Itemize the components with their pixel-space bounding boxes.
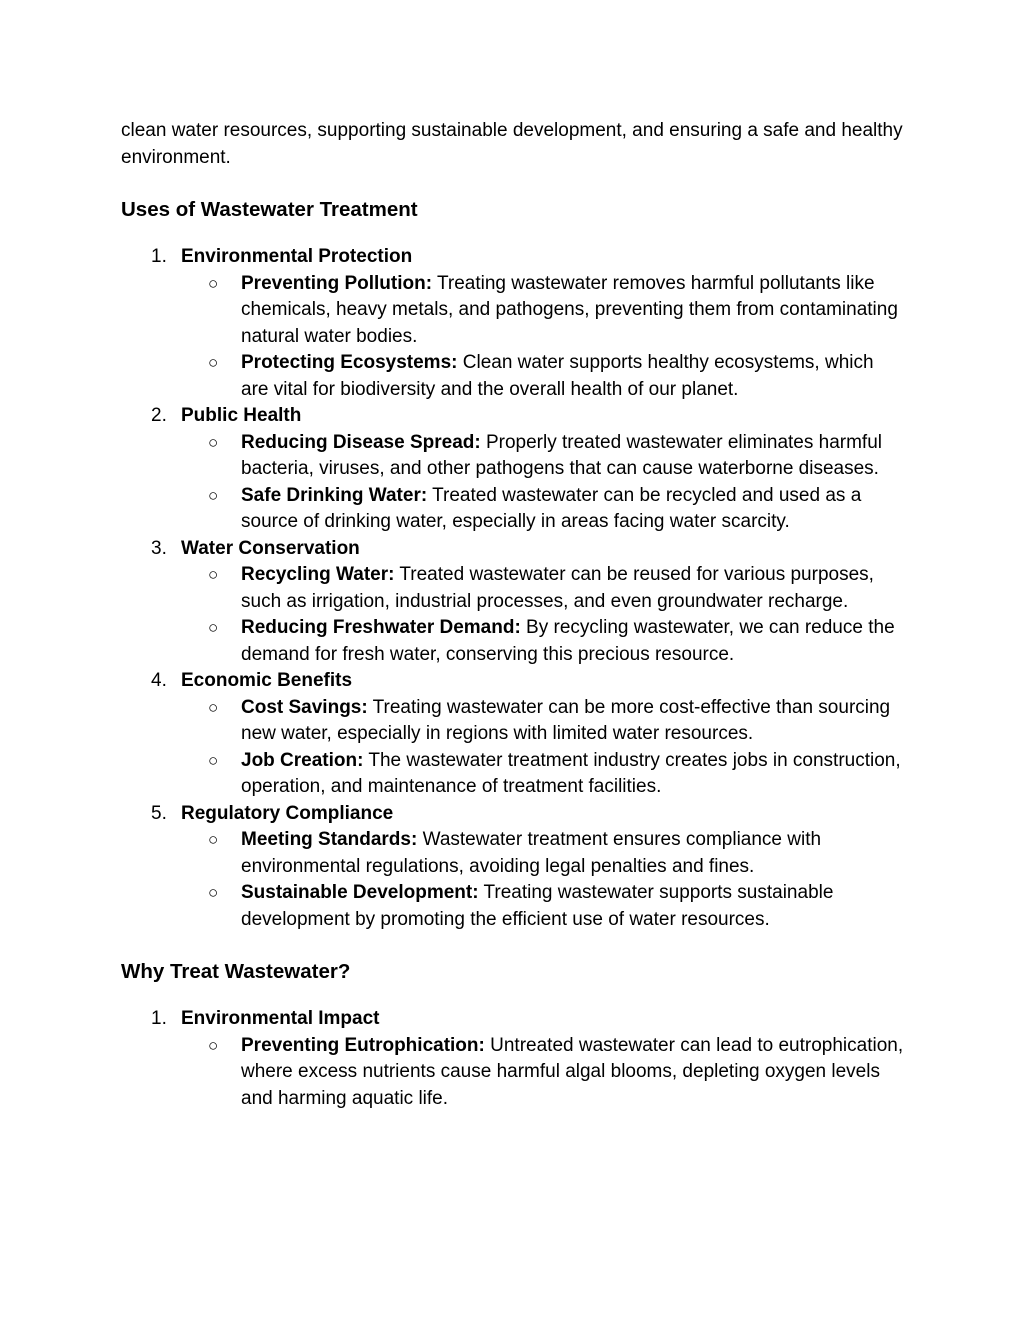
sub-item-text: Properly treated wastewater eliminates harmful bacteria, viruses, and other pathogens that can cause waterborne diseases.: [241, 431, 882, 479]
hollow-circle-bullet-icon: ○: [208, 883, 219, 902]
sub-item-label: Job Creation:: [241, 749, 364, 771]
sub-list-item: [181, 430, 906, 483]
sub-item-label: Cost Savings:: [241, 696, 368, 718]
sub-list: [181, 430, 906, 536]
list-item-number: 3.: [151, 537, 167, 559]
sub-item-label: Meeting Standards:: [241, 829, 418, 850]
list-item: [121, 668, 906, 801]
list-item-number: 1.: [151, 1008, 167, 1029]
sub-list-item: [181, 1033, 906, 1113]
sub-list-item: [181, 827, 906, 880]
list-item-number: 5.: [151, 802, 167, 824]
sub-item-text: Clean water supports healthy ecosystems, which are vital for biodiversity and the overall health of our planet.: [241, 352, 874, 400]
sub-item-label: Sustainable Development:: [241, 882, 479, 903]
sub-list-item: [181, 562, 906, 615]
hollow-circle-bullet-icon: ○: [208, 750, 219, 770]
hollow-circle-bullet-icon: ○: [208, 273, 219, 293]
sub-item-text: Untreated wastewater can lead to eutrophication, where excess nutrients cause harmful algal blooms, depleting oxygen levels and harming aquatic life.: [241, 1034, 904, 1109]
sub-item-label: Preventing Eutrophication:: [241, 1034, 485, 1056]
sub-list-item: [181, 483, 906, 536]
list-item: [121, 244, 906, 403]
hollow-circle-bullet-icon: ○: [208, 432, 219, 452]
hollow-circle-bullet-icon: ○: [208, 618, 219, 637]
list-item: [121, 403, 906, 536]
sub-item-label: Safe Drinking Water:: [241, 484, 428, 506]
list-item: [121, 801, 906, 934]
hollow-circle-bullet-icon: ○: [208, 1035, 219, 1055]
sub-list: [181, 695, 906, 801]
sub-list: [181, 827, 906, 933]
sub-list-item: [181, 615, 906, 668]
sub-list: [181, 1033, 906, 1113]
sub-item-text: Treating wastewater supports sustainable development by promoting the efficient use of water resources.: [241, 882, 834, 930]
sub-list-item: [181, 880, 906, 933]
list-item-number: 2.: [151, 405, 167, 426]
list-item: [121, 1006, 906, 1112]
sub-item-text: Treated wastewater can be reused for various purposes, such as irrigation, industrial processes, and even groundwater recharge.: [241, 564, 874, 612]
hollow-circle-bullet-icon: ○: [208, 697, 219, 717]
hollow-circle-bullet-icon: ○: [208, 353, 219, 372]
hollow-circle-bullet-icon: ○: [208, 485, 219, 505]
sub-item-text: Wastewater treatment ensures compliance with environmental regulations, avoiding legal penalties and fines.: [241, 829, 822, 877]
list-item-title: Regulatory Compliance: [181, 802, 394, 824]
sub-list: [181, 562, 906, 668]
hollow-circle-bullet-icon: ○: [208, 565, 219, 584]
intro-paragraph: clean water resources, supporting sustainable development, and ensuring a safe and healthy environment.: [121, 120, 903, 168]
heading-why-treat-wastewater: Why Treat Wastewater?: [121, 960, 351, 983]
list-item-number: 4.: [151, 670, 167, 691]
sub-item-label: Reducing Disease Spread:: [241, 431, 481, 453]
why-list: [121, 1006, 906, 1112]
sub-item-text: By recycling wastewater, we can reduce the demand for fresh water, conserving this precious resource.: [241, 617, 895, 665]
sub-item-text: Treating wastewater removes harmful pollutants like chemicals, heavy metals, and pathogens, preventing them from contaminating natural water bodies.: [241, 272, 898, 347]
sub-item-text: The wastewater treatment industry creates jobs in construction, operation, and maintenance of treatment facilities.: [241, 749, 901, 797]
list-item-title: Economic Benefits: [181, 670, 353, 691]
uses-list: [121, 244, 906, 933]
heading-uses-of-wastewater-treatment: Uses of Wastewater Treatment: [121, 198, 418, 221]
sub-list-item: [181, 350, 906, 403]
sub-item-label: Preventing Pollution:: [241, 272, 433, 294]
list-item-title: Environmental Impact: [181, 1008, 380, 1029]
hollow-circle-bullet-icon: ○: [208, 830, 219, 849]
sub-item-label: Protecting Ecosystems:: [241, 352, 458, 373]
list-item: [121, 536, 906, 669]
sub-list: [181, 271, 906, 404]
list-item-title: Water Conservation: [181, 537, 360, 559]
list-item-title: Environmental Protection: [181, 246, 413, 267]
sub-item-text: Treating wastewater can be more cost-effective than sourcing new water, especially in regions with limited water resources.: [241, 696, 891, 744]
sub-item-text: Treated wastewater can be recycled and used as a source of drinking water, especially in areas facing water scarcity.: [241, 484, 862, 532]
list-item-number: 1.: [151, 246, 167, 267]
list-item-title: Public Health: [181, 405, 302, 426]
sub-list-item: [181, 271, 906, 351]
sub-list-item: [181, 748, 906, 801]
sub-list-item: [181, 695, 906, 748]
sub-item-label: Reducing Freshwater Demand:: [241, 617, 521, 638]
document-page: [121, 118, 906, 1112]
sub-item-label: Recycling Water:: [241, 564, 395, 585]
